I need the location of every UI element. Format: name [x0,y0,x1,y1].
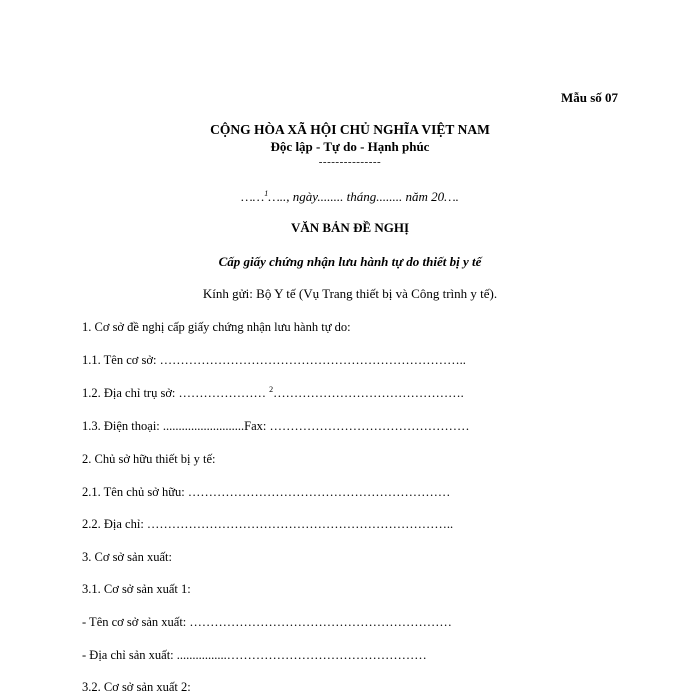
section-1-heading: 1. Cơ sở đề nghị cấp giấy chứng nhận lưu hành tự do: [82,320,351,334]
document-title: VĂN BẢN ĐỀ NGHỊ [290,220,410,235]
phone-fax-field: 1.3. Điện thoại: ..........................Fax: ………………………………………… [82,419,470,433]
nation-heading: CỘNG HÒA XÃ HỘI CHỦ NGHĨA VIỆT NAM [210,122,490,137]
footnote-marker-1: 1 [264,189,269,198]
place-date-line [0,189,700,205]
owner-address-field: 2.2. Địa chỉ: ……………………………………………………………….. [82,517,454,531]
date-prefix: …… [241,189,265,204]
manufacturer-1-name-field: - Tên cơ sở sản xuất: ……………………………………………………… [82,615,452,629]
facility-address-prefix: 1.2. Địa chỉ trụ sở: ………………… [82,386,270,400]
motto: Độc lập - Tự do - Hạnh phúc [270,139,430,154]
header-separator: --------------- [318,156,382,168]
manufacturer-1-heading: 3.1. Cơ sở sản xuất 1: [82,582,191,596]
facility-address-field [82,386,464,401]
owner-name-field: 2.1. Tên chủ sở hữu: ……………………………………………………… [82,485,451,499]
form-number: Mẫu số 07 [560,90,618,105]
footnote-marker-2: 2 [269,385,274,394]
section-3-heading: 3. Cơ sở sản xuất: [82,550,172,564]
document-subtitle: Cấp giấy chứng nhận lưu hành tự do thiết bị y tế [218,254,482,269]
manufacturer-1-address-field: - Địa chỉ sản xuất: ................………………………………………… [82,648,427,662]
facility-address-suffix: ………………………………………. [273,386,464,400]
facility-name-field: 1.1. Tên cơ sở: ……………………………………………………………….. [82,353,466,367]
manufacturer-2-heading: 3.2. Cơ sở sản xuất 2: [82,680,191,694]
section-2-heading: 2. Chủ sở hữu thiết bị y tế: [82,452,216,466]
date-suffix: ….., ngày........ tháng........ năm 20…. [268,189,459,204]
recipient-line: Kính gửi: Bộ Y tế (Vụ Trang thiết bị và Công trình y tế). [202,286,498,301]
